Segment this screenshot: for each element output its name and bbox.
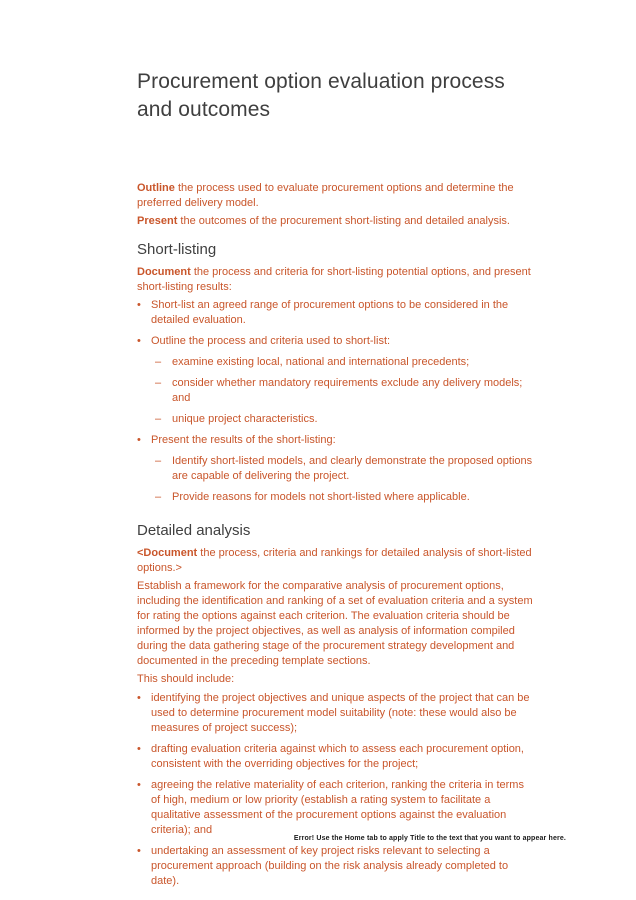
list-item-text: Present the results of the short-listing: (151, 434, 336, 446)
list-item-text: drafting evaluation criteria against which to assess each procurement option, consistent with the overriding objectives for the project; (151, 743, 524, 770)
section-intro-paragraph (137, 265, 536, 295)
list-item (137, 334, 536, 349)
list-item (155, 454, 536, 484)
bullet-icon: • (137, 692, 141, 704)
bullet-icon: • (137, 299, 141, 311)
intro-lead-word: <Document (137, 547, 198, 559)
list-item-text: undertaking an assessment of key project risks relevant to selecting a procurement approach (building on the risk analysis already completed to date). (151, 845, 509, 887)
list-item (155, 376, 536, 406)
list-item-text: consider whether mandatory requirements exclude any delivery models; and (172, 377, 523, 404)
list-item (137, 742, 536, 772)
list-item (155, 412, 536, 427)
page-footer-error-field: Error! Use the Home tab to apply Title to the text that you want to appear here. (293, 835, 566, 842)
bullet-icon: • (137, 743, 141, 755)
list-item (155, 355, 536, 370)
list-item-text: Provide reasons for models not short-listed where applicable. (172, 491, 470, 503)
intro-text: the process, criteria and rankings for detailed analysis of short-listed options.> (137, 547, 532, 574)
dash-icon: – (155, 356, 162, 368)
list-item (137, 844, 536, 889)
dash-icon: – (155, 413, 162, 425)
intro-text: the process and criteria for short-listing potential options, and present short-listing results: (137, 266, 531, 293)
intro-lead-word: Present (137, 215, 178, 227)
intro-text: the process used to evaluate procurement options and determine the preferred delivery model. (137, 182, 514, 209)
list-item (137, 778, 536, 838)
list-item-text: identifying the project objectives and unique aspects of the project that can be used to determine procurement model suitability (note: these would also be measures of project success); (151, 692, 530, 734)
section-intro-paragraph (137, 546, 536, 576)
bullet-icon: • (137, 335, 141, 347)
dash-icon: – (155, 377, 162, 389)
section-heading-detailed-analysis: Detailed analysis (137, 522, 251, 539)
bullet-icon: • (137, 434, 141, 446)
list-item (137, 298, 536, 328)
list-item-text: Short-list an agreed range of procurement options to be considered in the detailed evaluation. (151, 299, 509, 326)
lead-in-text: This should include: (137, 673, 235, 685)
list-item (137, 691, 536, 736)
intro-paragraph (137, 181, 536, 211)
bullet-icon: • (137, 779, 141, 791)
intro-lead-word: Document (137, 266, 191, 278)
list-item-text: examine existing local, national and international precedents; (172, 356, 470, 368)
list-item-text: Outline the process and criteria used to short-list: (151, 335, 391, 347)
intro-lead-word: Outline (137, 182, 175, 194)
list-item-text: unique project characteristics. (172, 413, 318, 425)
list-item (155, 490, 536, 505)
bullet-icon: • (137, 845, 141, 857)
intro-text: the outcomes of the procurement short-listing and detailed analysis. (177, 215, 510, 227)
section-heading-short-listing: Short-listing (137, 241, 217, 258)
list-item-text: Identify short-listed models, and clearly demonstrate the proposed options are capable of delivering the project. (172, 455, 533, 482)
intro-paragraph (137, 214, 536, 229)
list-item-text: agreeing the relative materiality of each criterion, ranking the criteria in terms of high, medium or low priority (establish a rating system to facilitate a qualitative assessment of the procurement options against the evaluation criteria); and (151, 779, 524, 836)
body-paragraph: Establish a framework for the comparative analysis of procurement options, including the identification and ranking of a set of evaluation criteria and a system for rating the options against each criterion. The evaluation criteria should be informed by the project objectives, as well as analysis of information compiled during the data gathering stage of the procurement strategy development and documented in the preceding template sections. (137, 580, 533, 667)
page-title: Procurement option evaluation process and outcomes (137, 70, 505, 121)
dash-icon: – (155, 491, 162, 503)
dash-icon: – (155, 455, 162, 467)
document-content (137, 0, 536, 895)
intro-block (137, 181, 536, 229)
list-item (137, 433, 536, 448)
